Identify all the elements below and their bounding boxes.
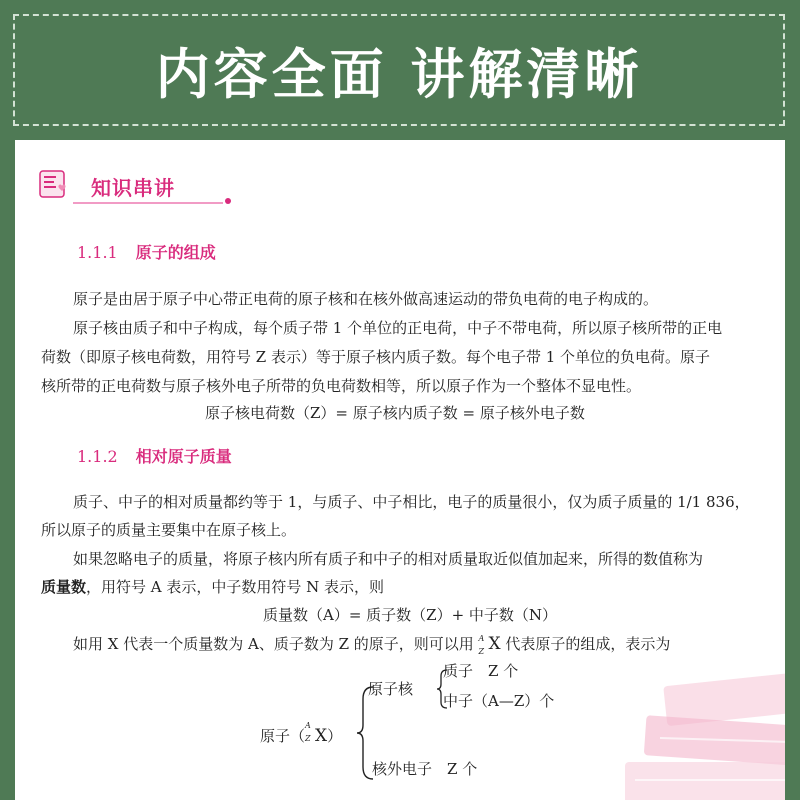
paragraph-line: 原子核由质子和中子构成，每个质子带 1 个单位的正电荷，中子不带电荷，所以原子核所带的正电 <box>73 319 723 337</box>
book-icon <box>37 168 69 200</box>
paragraph-text: 代表原子的组成，表示为 <box>500 635 671 653</box>
heading-number: 1.1.2 <box>77 447 118 466</box>
banner <box>0 0 800 140</box>
neutron-label: 中子（A—Z）个 <box>443 692 555 710</box>
equation: 原子核电荷数（Z）= 原子核内质子数 = 原子核外电子数 <box>205 404 585 422</box>
section-label: 知识串讲 <box>91 176 175 200</box>
paragraph-line: 荷数（即原子核电荷数，用符号 Z 表示）等于原子核内质子数。每个电子带 1 个单位的负电荷。原子 <box>41 348 711 366</box>
heading-1-1-1 <box>77 240 216 263</box>
paragraph-line: 所以原子的质量主要集中在原子核上。 <box>41 521 297 539</box>
heading-number: 1.1.1 <box>77 243 118 262</box>
section-dot <box>225 198 231 204</box>
electron-label: 核外电子 Z 个 <box>372 760 478 778</box>
equation: 质量数（A）= 质子数（Z）+ 中子数（N） <box>263 606 558 624</box>
banner-frame <box>13 14 785 126</box>
paragraph-line <box>41 573 776 602</box>
nuclide-symbol: A Z X <box>305 721 328 746</box>
section-header <box>37 168 237 212</box>
nuclide-symbol: A Z X <box>478 634 501 656</box>
page-content <box>15 140 785 800</box>
paragraph-text: 如用 X 代表一个质量数为 A、质子数为 Z 的原子，则可以用 <box>73 635 479 653</box>
atom-label: 原子（ A Z X） <box>260 721 343 746</box>
books-decoration <box>605 670 785 800</box>
nucleus-label: 原子核 <box>368 680 414 698</box>
paragraph-line <box>73 630 778 659</box>
proton-label: 质子 Z 个 <box>443 662 519 680</box>
paragraph-text: ，用符号 A 表示，中子数用符号 N 表示，则 <box>86 578 385 596</box>
banner-title: 内容全面 讲解清晰 <box>155 42 643 106</box>
paragraph: 原子是由居于原子中心带正电荷的原子核和在核外做高速运动的带负电荷的电子构成的。 <box>73 290 659 308</box>
section-underline <box>73 202 223 204</box>
paragraph-line: 质子、中子的相对质量都约等于 1，与质子、中子相比，电子的质量很小，仅为质子质量的 1/1 836， <box>73 493 750 511</box>
term-mass-number: 质量数 <box>41 578 87 596</box>
heading-1-1-2 <box>77 444 232 467</box>
paragraph-line: 如果忽略电子的质量，将原子核内所有质子和中子的相对质量取近似值加起来，所得的数值称为 <box>73 550 704 568</box>
paragraph-line: 核所带的正电荷数与原子核外电子所带的负电荷数相等，所以原子作为一个整体不显电性。 <box>41 377 642 395</box>
heading-title: 原子的组成 <box>135 243 216 262</box>
heading-title: 相对原子质量 <box>135 447 232 466</box>
